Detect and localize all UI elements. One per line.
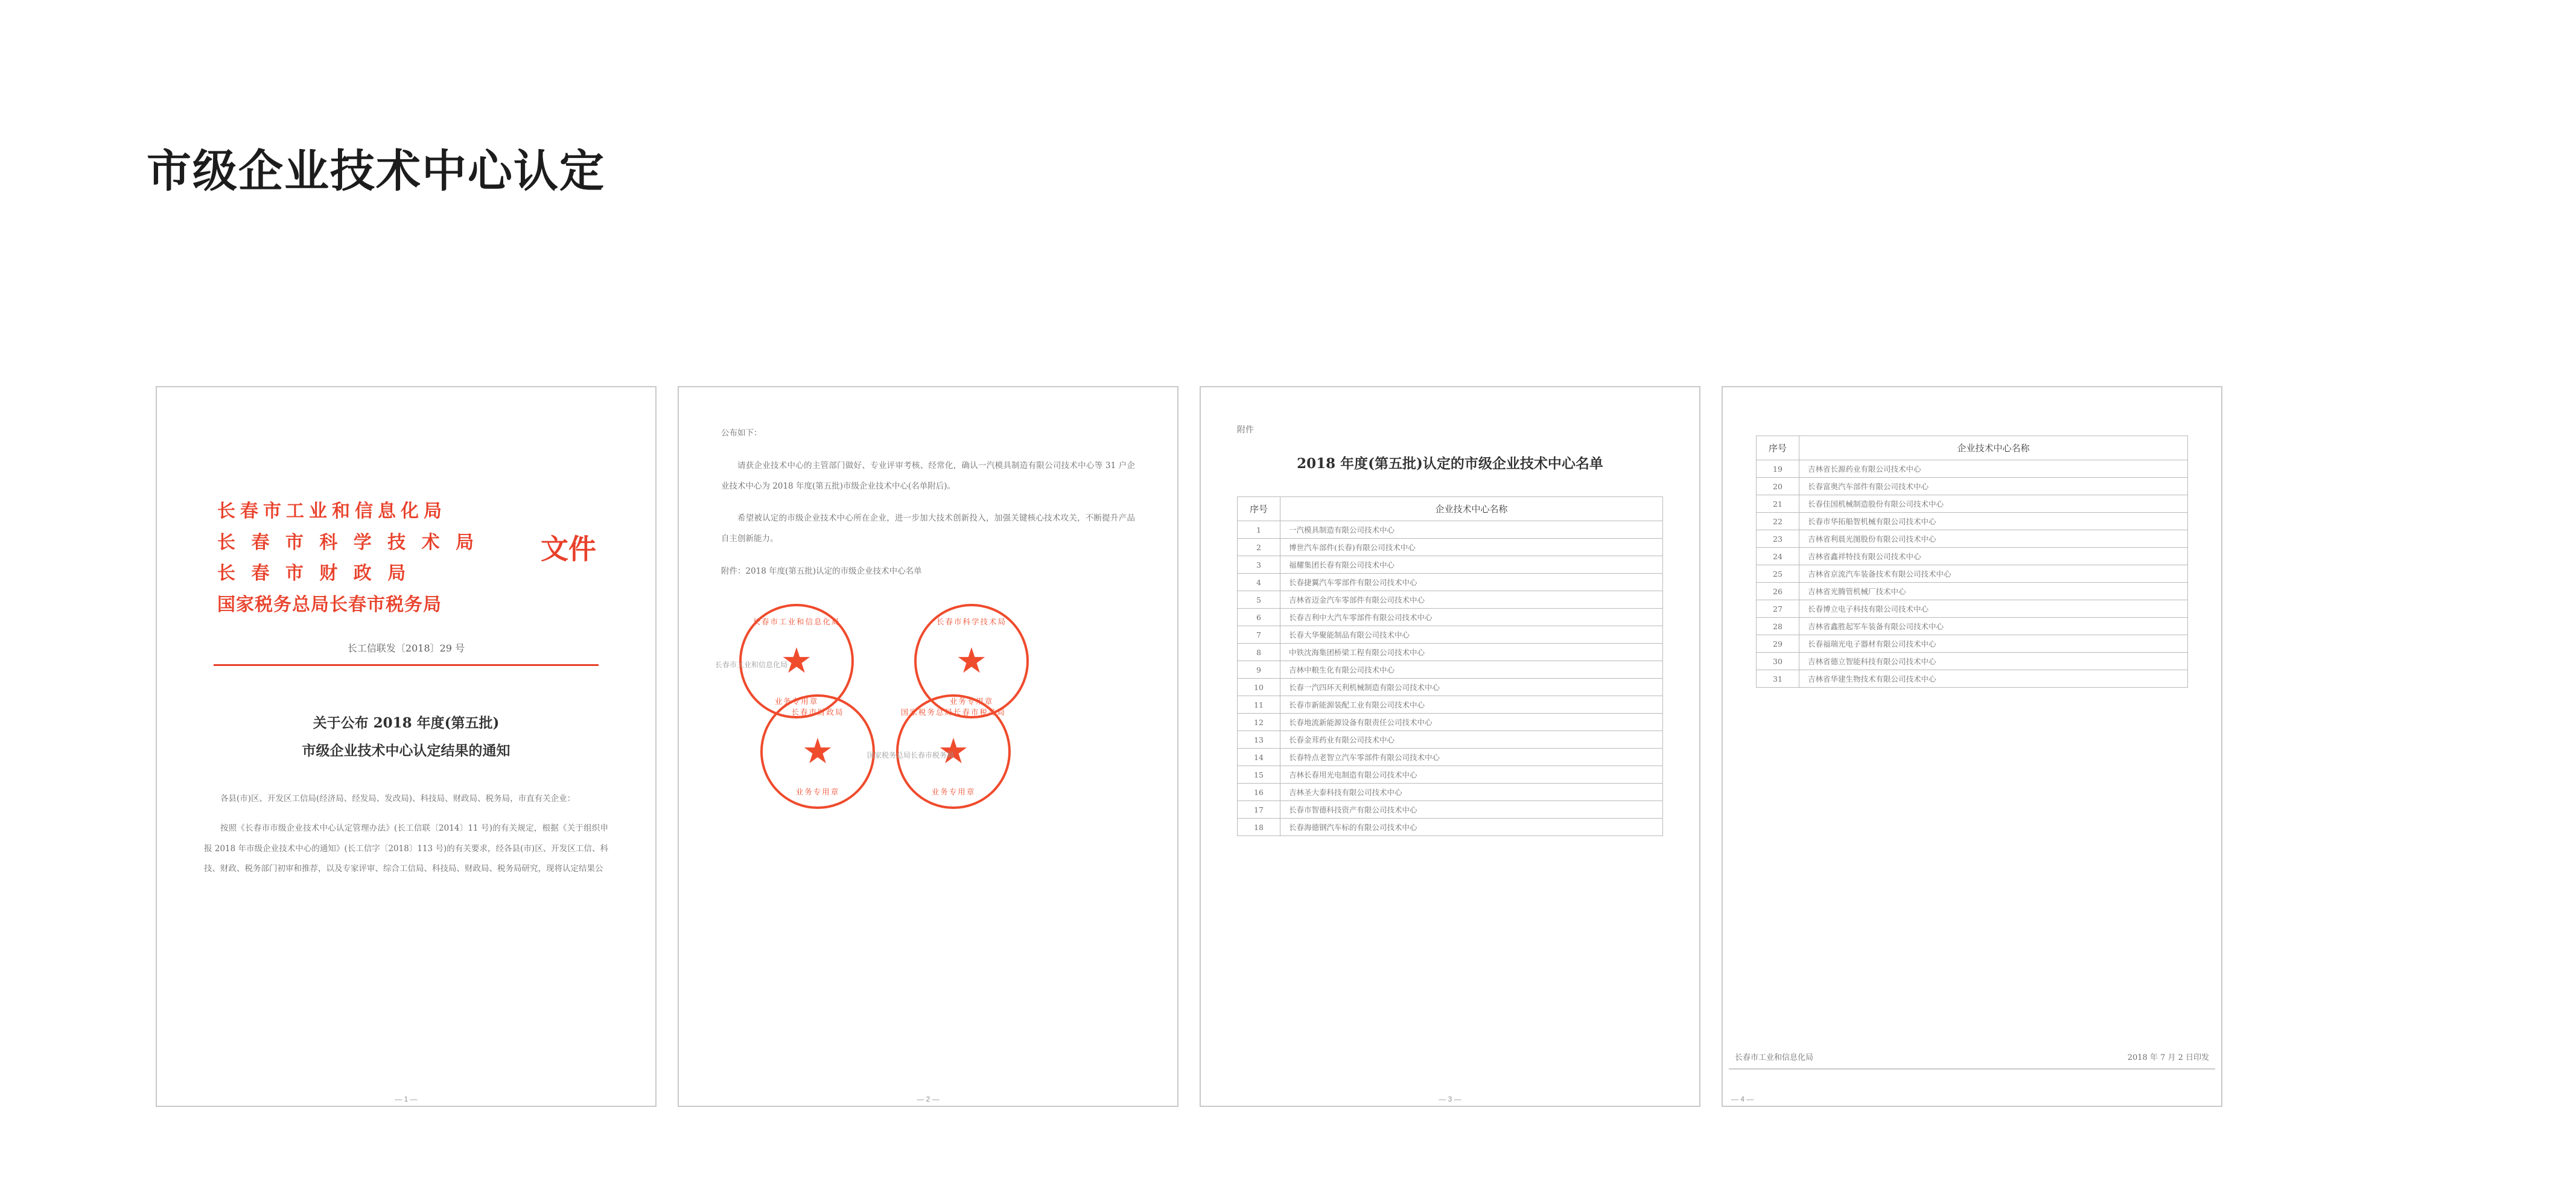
cell-index: 18 bbox=[1238, 819, 1280, 836]
page-title: 市级企业技术中心认定 bbox=[147, 145, 605, 197]
seal-icon-finance bbox=[760, 694, 875, 809]
signature-date: 2018 年 7 月 2 日印发 bbox=[2127, 1053, 2209, 1062]
seal-1-bottom-text: 业务专用章 bbox=[774, 696, 819, 706]
cell-index: 23 bbox=[1757, 530, 1799, 548]
seal-1-top-text: 长春市工业和信息化局 bbox=[752, 617, 841, 626]
red-divider bbox=[214, 664, 599, 666]
cell-index: 22 bbox=[1757, 513, 1799, 530]
cell-center-name: 长春大华聚能制品有限公司技术中心 bbox=[1280, 626, 1663, 644]
cell-index: 12 bbox=[1238, 714, 1280, 731]
table-row bbox=[1757, 670, 2188, 688]
star-icon: ★ bbox=[781, 641, 812, 680]
doc1-body bbox=[193, 789, 619, 878]
seal-label-tax: 国家税务总局长春市税务局 bbox=[867, 750, 955, 759]
cell-center-name: 长春市智德科技资产有限公司技术中心 bbox=[1280, 801, 1663, 819]
table-body-page4 bbox=[1757, 460, 2188, 688]
seal-4-bottom-text: 业务专用章 bbox=[931, 787, 976, 796]
table-row bbox=[1238, 696, 1663, 714]
doc4-page-footer: — 4 — bbox=[1731, 1095, 1754, 1103]
cell-center-name: 吉林圣大泰科技有限公司技术中心 bbox=[1280, 784, 1663, 801]
tech-center-table-page4 bbox=[1756, 436, 2188, 688]
signature-row bbox=[1729, 1051, 2215, 1068]
cell-index: 27 bbox=[1757, 600, 1799, 618]
cell-index: 3 bbox=[1238, 556, 1280, 574]
doc2-paragraph-1: 公布如下： bbox=[721, 428, 762, 438]
column-header-name: 企业技术中心名称 bbox=[1799, 436, 2188, 460]
heading-line-2: 市级企业技术中心认定结果的通知 bbox=[302, 743, 510, 759]
cell-center-name: 长春市新能源装配工业有限公司技术中心 bbox=[1280, 696, 1663, 714]
table-row bbox=[1757, 513, 2188, 530]
org-line-3: 长 春 市 财 政 局 bbox=[217, 563, 411, 585]
column-header-name: 企业技术中心名称 bbox=[1280, 497, 1663, 521]
doc2-page-footer: — 2 — bbox=[917, 1095, 940, 1103]
cell-index: 2 bbox=[1238, 539, 1280, 556]
table-row bbox=[1238, 714, 1663, 731]
cell-center-name: 中铁沈海集团桥梁工程有限公司技术中心 bbox=[1280, 644, 1663, 661]
document-page-1[interactable] bbox=[156, 386, 657, 1107]
cell-index: 25 bbox=[1757, 565, 1799, 583]
seal-2-top-text: 长春市科学技术局 bbox=[936, 617, 1007, 626]
doc4-content bbox=[1756, 436, 2188, 1076]
table-row bbox=[1238, 819, 1663, 836]
cell-index: 31 bbox=[1757, 670, 1799, 688]
table-row bbox=[1238, 661, 1663, 679]
document-heading bbox=[193, 709, 619, 765]
doc1-paragraph-2: 按照《长春市市级企业技术中心认定管理办法》(长工信联〔2014〕11 号)的有关规定，根据《关于组织申报 2018 年市级企业技术中心的通知》(长工信字〔2018〕113 号)的有关要求，经各县(市)区、开发区工信、科技、财政、税务部门初审和推荐，以及专家评审、综合工信局、科技局、财政局、税务局研究，现将认定结果公 bbox=[204, 823, 608, 873]
cell-index: 9 bbox=[1238, 661, 1280, 679]
org-line-2: 长 春 市 科 学 技 术 局 bbox=[217, 531, 479, 553]
star-icon: ★ bbox=[956, 641, 987, 680]
cell-center-name: 长春福瑞光电子器材有限公司技术中心 bbox=[1799, 635, 2188, 653]
table-row bbox=[1238, 801, 1663, 819]
table-row bbox=[1238, 766, 1663, 784]
table-row bbox=[1757, 653, 2188, 670]
cell-center-name: 吉林省鑫祥特技有限公司技术中心 bbox=[1799, 548, 2188, 565]
table-row bbox=[1238, 539, 1663, 556]
signature-divider bbox=[1729, 1068, 2215, 1070]
cell-index: 24 bbox=[1757, 548, 1799, 565]
doc2-attachment-note: 附件：2018 年度(第五批)认定的市级企业技术中心名单 bbox=[721, 566, 922, 576]
cell-center-name: 吉林省京流汽车装备技术有限公司技术中心 bbox=[1799, 565, 2188, 583]
cell-index: 6 bbox=[1238, 609, 1280, 626]
cell-center-name: 吉林省华建生物技术有限公司技术中心 bbox=[1799, 670, 2188, 688]
cell-center-name: 长春海德钢汽车标的有限公司技术中心 bbox=[1280, 819, 1663, 836]
official-seals bbox=[715, 604, 1141, 821]
table-row bbox=[1238, 749, 1663, 766]
cell-index: 28 bbox=[1757, 618, 1799, 635]
cell-center-name: 博世汽车部件(长春)有限公司技术中心 bbox=[1280, 539, 1663, 556]
table-header-row bbox=[1238, 497, 1663, 521]
cell-center-name: 吉林省迈金汽车零部件有限公司技术中心 bbox=[1280, 591, 1663, 609]
seal-2-bottom-text: 业务专用章 bbox=[949, 696, 994, 706]
table-row bbox=[1238, 784, 1663, 801]
cell-center-name: 长春地流新能源设备有限责任公司技术中心 bbox=[1280, 714, 1663, 731]
table-row bbox=[1238, 679, 1663, 696]
org-line-1: 长春市工业和信息化局 bbox=[217, 501, 447, 522]
cell-index: 21 bbox=[1757, 495, 1799, 513]
cell-index: 16 bbox=[1238, 784, 1280, 801]
column-header-index: 序号 bbox=[1238, 497, 1280, 521]
heading-line-1: 关于公布 2018 年度(第五批) bbox=[313, 715, 500, 732]
table-row bbox=[1757, 530, 2188, 548]
doc1-content bbox=[193, 423, 619, 1076]
cell-center-name: 长春博立电子科技有限公司技术中心 bbox=[1799, 600, 2188, 618]
table-row bbox=[1238, 521, 1663, 539]
cell-index: 26 bbox=[1757, 583, 1799, 600]
cell-center-name: 长春特点老智立汽车零部件有限公司技术中心 bbox=[1280, 749, 1663, 766]
cell-index: 11 bbox=[1238, 696, 1280, 714]
seal-3-bottom-text: 业务专用章 bbox=[795, 787, 840, 796]
column-header-index: 序号 bbox=[1757, 436, 1799, 460]
cell-index: 20 bbox=[1757, 478, 1799, 495]
seal-4-top-text: 国家税务总局长春市税务局 bbox=[900, 707, 1006, 717]
table-row bbox=[1757, 478, 2188, 495]
table-row bbox=[1757, 635, 2188, 653]
table-row bbox=[1238, 626, 1663, 644]
cell-center-name: 吉林中粮生化有限公司技术中心 bbox=[1280, 661, 1663, 679]
cell-index: 4 bbox=[1238, 574, 1280, 591]
cell-index: 29 bbox=[1757, 635, 1799, 653]
cell-index: 7 bbox=[1238, 626, 1280, 644]
cell-center-name: 吉林省鑫胜起军车装备有限公司技术中心 bbox=[1799, 618, 2188, 635]
cell-index: 17 bbox=[1238, 801, 1280, 819]
cell-center-name: 吉林长春用光电制造有限公司技术中心 bbox=[1280, 766, 1663, 784]
cell-index: 14 bbox=[1238, 749, 1280, 766]
table-row bbox=[1757, 495, 2188, 513]
signature-block bbox=[1729, 1051, 2215, 1070]
star-icon: ★ bbox=[938, 731, 969, 771]
cell-center-name: 吉林省长源药业有限公司技术中心 bbox=[1799, 460, 2188, 478]
table-header-row bbox=[1757, 436, 2188, 460]
issuing-organizations bbox=[193, 496, 619, 620]
cell-index: 30 bbox=[1757, 653, 1799, 670]
doc1-page-footer: — 1 — bbox=[395, 1095, 418, 1103]
cell-center-name: 长春市华拓船智机械有限公司技术中心 bbox=[1799, 513, 2188, 530]
table-row bbox=[1757, 618, 2188, 635]
org-line-4: 国家税务总局长春市税务局 bbox=[217, 594, 442, 615]
document-thumbnail-row bbox=[156, 386, 2222, 1107]
table-row bbox=[1238, 609, 1663, 626]
wenjian-label: 文件 bbox=[541, 533, 596, 565]
cell-index: 13 bbox=[1238, 731, 1280, 749]
cell-center-name: 长春佳国机械制造股份有限公司技术中心 bbox=[1799, 495, 2188, 513]
cell-index: 8 bbox=[1238, 644, 1280, 661]
cell-center-name: 长春吉利中大汽车零部件有限公司技术中心 bbox=[1280, 609, 1663, 626]
doc2-paragraph-2: 请获企业技术中心的主管部门做好、专业评审考核、经常化，确认一汽模具制造有限公司技术中心等 31 户企业技术中心为 2018 年度(第五批)市级企业技术中心(名单附后)。 bbox=[721, 460, 1135, 491]
table-row bbox=[1757, 600, 2188, 618]
cell-center-name: 福耀集团长春有限公司技术中心 bbox=[1280, 556, 1663, 574]
table-row bbox=[1238, 644, 1663, 661]
doc3-page-footer: — 3 — bbox=[1439, 1095, 1461, 1103]
table-row bbox=[1238, 556, 1663, 574]
table-row bbox=[1757, 565, 2188, 583]
cell-index: 15 bbox=[1238, 766, 1280, 784]
table-body-page3 bbox=[1238, 521, 1663, 836]
table-row bbox=[1238, 591, 1663, 609]
cell-index: 10 bbox=[1238, 679, 1280, 696]
table-row bbox=[1757, 548, 2188, 565]
document-number: 长工信联发〔2018〕29 号 bbox=[347, 642, 465, 655]
table-row bbox=[1238, 574, 1663, 591]
cell-center-name: 吉林省利晨光图股份有限公司技术中心 bbox=[1799, 530, 2188, 548]
cell-center-name: 吉林省德立智能科技有限公司技术中心 bbox=[1799, 653, 2188, 670]
attachment-label: 附件 bbox=[1237, 425, 1254, 435]
document-page-4[interactable] bbox=[1722, 386, 2222, 1107]
table-row bbox=[1757, 460, 2188, 478]
cell-center-name: 长春一汽四环天利机械制造有限公司技术中心 bbox=[1280, 679, 1663, 696]
signature-organization: 长春市工业和信息化局 bbox=[1735, 1053, 1814, 1062]
cell-index: 1 bbox=[1238, 521, 1280, 539]
tech-center-table-page3 bbox=[1237, 496, 1663, 836]
seal-label-industry: 长春市工业和信息化局 bbox=[715, 660, 788, 669]
cell-center-name: 长春富奥汽车部件有限公司技术中心 bbox=[1799, 478, 2188, 495]
document-page-3[interactable] bbox=[1200, 386, 1700, 1107]
document-page-2[interactable] bbox=[678, 386, 1178, 1107]
doc2-body bbox=[715, 423, 1141, 582]
table-row bbox=[1757, 583, 2188, 600]
doc1-paragraph-1: 各县(市)区、开发区工信局(经济局、经发局、发改局)、科技局、财政局、税务局，市直有关企业： bbox=[220, 794, 576, 804]
cell-center-name: 一汽模具制造有限公司技术中心 bbox=[1280, 521, 1663, 539]
cell-center-name: 长春金茸药业有限公司技术中心 bbox=[1280, 731, 1663, 749]
cell-center-name: 吉林省光腾管机械厂技术中心 bbox=[1799, 583, 2188, 600]
cell-center-name: 长春捷翼汽车零部件有限公司技术中心 bbox=[1280, 574, 1663, 591]
cell-index: 19 bbox=[1757, 460, 1799, 478]
doc3-content bbox=[1237, 423, 1663, 1076]
doc2-paragraph-3: 希望被认定的市级企业技术中心所在企业，进一步加大技术创新投入，加强关键核心技术攻关，不断提升产品自主创新能力。 bbox=[721, 513, 1135, 544]
table-row bbox=[1238, 731, 1663, 749]
doc2-content bbox=[715, 423, 1141, 1076]
list-title: 2018 年度(第五批)认定的市级企业技术中心名单 bbox=[1297, 455, 1603, 472]
cell-index: 5 bbox=[1238, 591, 1280, 609]
seal-3-top-text: 长春市财政局 bbox=[791, 707, 844, 717]
star-icon: ★ bbox=[802, 731, 833, 771]
